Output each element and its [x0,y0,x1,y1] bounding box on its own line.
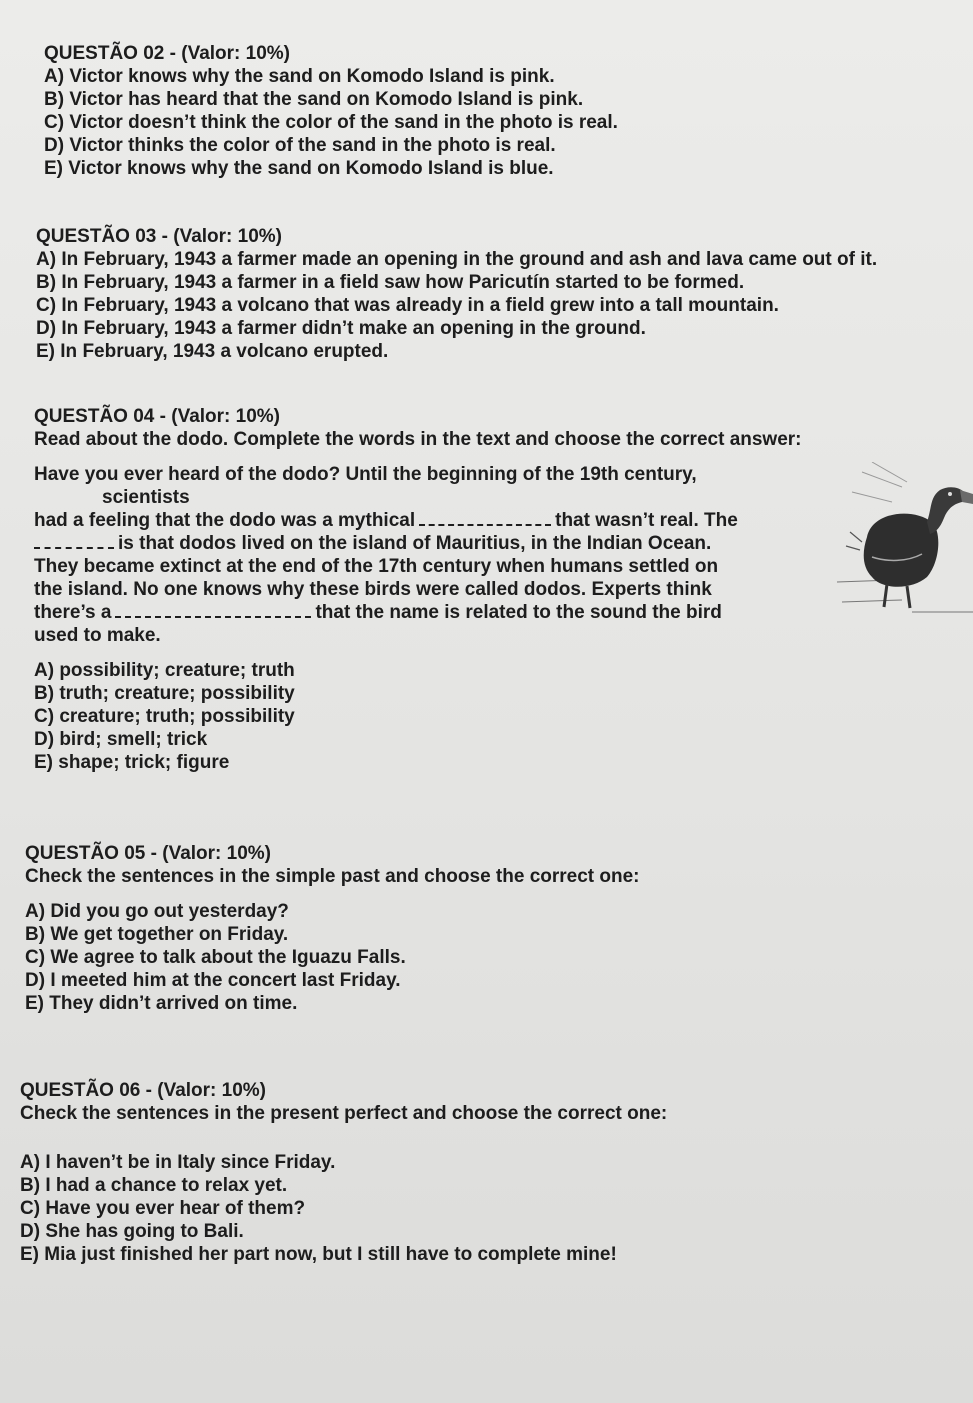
option-b: B) In February, 1943 a farmer in a field saw how Paricutín started to be formed. [36,272,745,293]
option-c: C) Victor doesn’t think the color of the sand in the photo is real. [44,112,618,133]
passage-line [34,532,964,555]
option-b: B) I had a chance to relax yet. [20,1175,288,1196]
passage-line: scientists [102,487,190,508]
passage-text: that wasn’t real. The [555,510,738,531]
question-title: QUESTÃO 06 - (Valor: 10%) [20,1080,267,1101]
passage-line: Have you ever heard of the dodo? Until the beginning of the 19th century, [34,464,697,485]
question-title: QUESTÃO 03 - (Valor: 10%) [36,226,283,247]
option-b: B) We get together on Friday. [25,924,289,945]
option-e: E) They didn’t arrived on time. [25,993,298,1014]
question-title: QUESTÃO 04 - (Valor: 10%) [34,406,281,427]
option-e: E) Mia just finished her part now, but I still have to complete mine! [20,1244,617,1265]
option-d: D) I meeted him at the concert last Friday. [25,970,401,991]
option-c: C) We agree to talk about the Iguazu Falls. [25,947,406,968]
question-title: QUESTÃO 02 - (Valor: 10%) [44,43,291,64]
option-a: A) possibility; creature; truth [34,660,295,681]
passage-text: is that dodos lived on the island of Mauritius, in the Indian Ocean. [118,533,712,554]
option-d: D) Victor thinks the color of the sand in the photo is real. [44,135,556,156]
passage-text: had a feeling that the dodo was a mythical [34,510,416,531]
option-e: E) shape; trick; figure [34,752,230,773]
option-a: A) Did you go out yesterday? [25,901,289,922]
question-instruction: Read about the dodo. Complete the words in the text and choose the correct answer: [34,429,802,450]
question-instruction: Check the sentences in the simple past and choose the correct one: [25,866,640,887]
question-instruction: Check the sentences in the present perfect and choose the correct one: [20,1103,668,1124]
option-c: C) In February, 1943 a volcano that was already in a field grew into a tall mountain. [36,295,779,316]
option-e: E) Victor knows why the sand on Komodo Island is blue. [44,158,554,179]
option-a: A) Victor knows why the sand on Komodo Island is pink. [44,66,555,87]
option-e: E) In February, 1943 a volcano erupted. [36,341,389,362]
passage-line: They became extinct at the end of the 17th century when humans settled on [34,556,719,577]
question-03 [36,225,877,363]
question-title: QUESTÃO 05 - (Valor: 10%) [25,843,272,864]
answer-blank-1[interactable] [419,510,551,526]
question-02 [44,42,618,180]
option-a: A) I haven’t be in Italy since Friday. [20,1152,336,1173]
option-b: B) Victor has heard that the sand on Komodo Island is pink. [44,89,584,110]
passage-text: there’s a [34,602,112,623]
passage-line [34,509,964,532]
option-c: C) creature; truth; possibility [34,706,295,727]
option-a: A) In February, 1943 a farmer made an opening in the ground and ash and lava came out of it. [36,249,878,270]
passage-text: that the name is related to the sound the bird [315,602,722,623]
option-b: B) truth; creature; possibility [34,683,295,704]
option-d: D) bird; smell; trick [34,729,208,750]
answer-blank-3[interactable] [115,602,311,618]
passage-line: the island. No one knows why these birds were called dodos. Experts think [34,579,712,600]
option-d: D) In February, 1943 a farmer didn’t make an opening in the ground. [36,318,646,339]
question-05 [25,842,640,1015]
dodo-passage [34,463,964,647]
option-c: C) Have you ever hear of them? [20,1198,306,1219]
dodo-illustration [832,462,973,622]
passage-line [34,601,964,624]
question-06 [20,1079,667,1266]
question-04 [34,405,964,774]
answer-blank-2[interactable] [34,533,114,549]
option-d: D) She has going to Bali. [20,1221,244,1242]
passage-line: used to make. [34,625,161,646]
